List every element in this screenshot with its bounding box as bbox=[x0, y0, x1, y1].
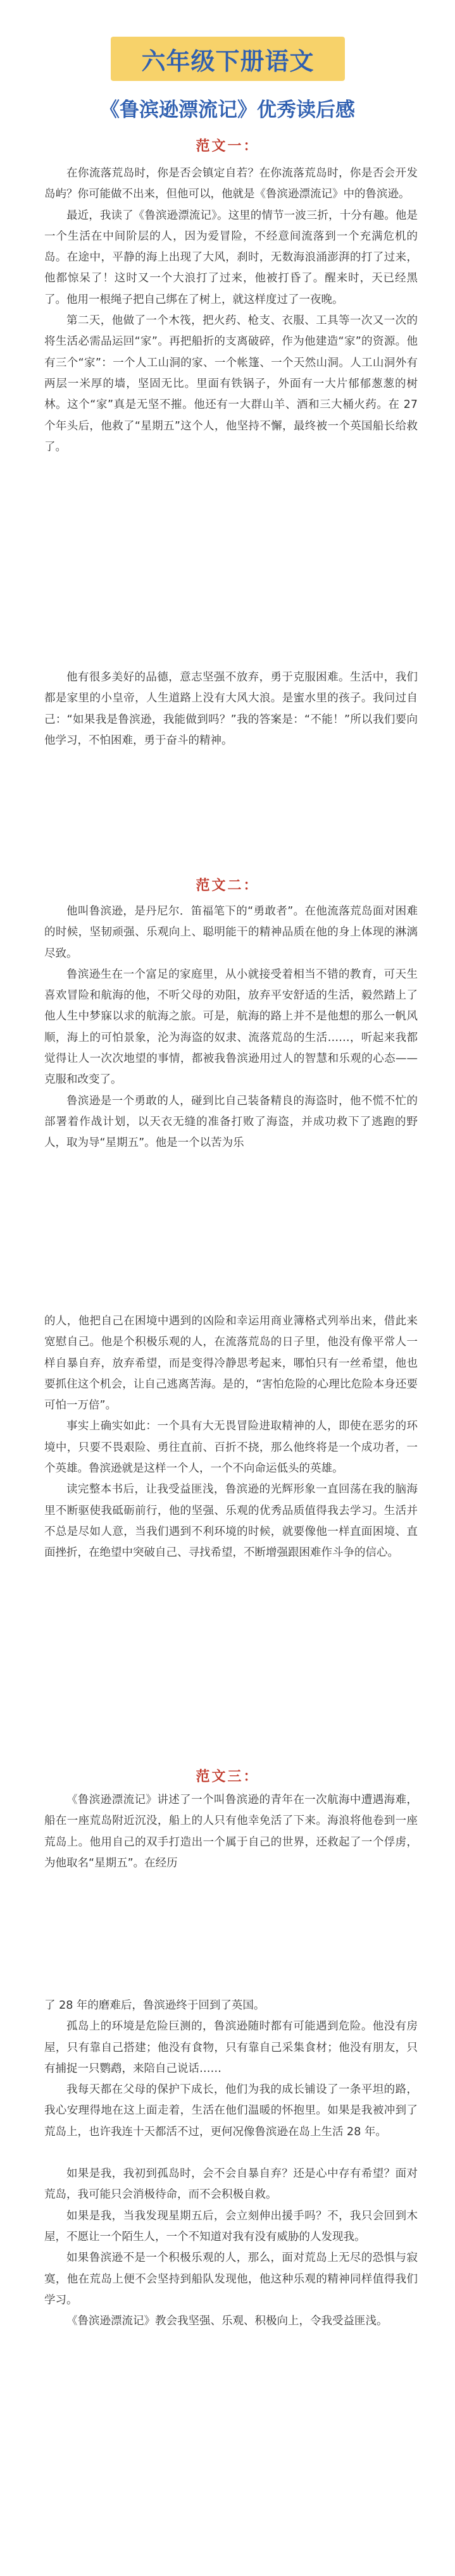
paragraph: 最近，我读了《鲁滨逊漂流记》。这里的情节一波三折，十分有趣。他是一个生活在中间阶层的人，因为爱冒险，不经意间流落到一个充满危机的岛。在途中，平静的海上出现了大风，刹时，无数海浪涌澎湃的打了过来，他都惊呆了！这时又一个大浪打了过来，他被打昏了。醒来时，天已经黑了。他用一根绳子把自己绑在了树上，就这样度过了一夜晚。 bbox=[44, 209, 418, 306]
section-1-part-1 bbox=[44, 163, 418, 458]
paragraph: 在你流落荒岛时，你是否会镇定自若？在你流落荒岛时，你是否会开发岛屿？你可能做不出来，但他可以，他就是《鲁滨逊漂流记》中的鲁滨逊。 bbox=[44, 167, 418, 201]
section-3-part-1 bbox=[44, 1790, 418, 1874]
paragraph: 我每天都在父母的保护下成长，他们为我的成长铺设了一条平坦的路，我心安理得地在这上面走着，生活在他们温暖的怀抱里。如果是我被冲到了荒岛上，也许我连十天都活不过，更何况像鲁滨逊在岛上生活 28 年。 bbox=[44, 2083, 418, 2138]
paragraph: 如果鲁滨逊不是一个积极乐观的人，那么，面对荒岛上无尽的恐惧与寂寞，他在荒岛上便不会坚持到船队发现他，他这种乐观的精神同样值得我们学习。 bbox=[44, 2252, 418, 2307]
paragraph: 如果是我，当我发现星期五后，会立刻伸出援手吗？不，我只会回到木屋，不愿让一个陌生人，一个不知道对我有没有威胁的人发现我。 bbox=[44, 2209, 418, 2243]
section-heading-2: 范文二： bbox=[196, 877, 259, 894]
paragraph: 孤岛上的环境是危险巨测的，鲁滨逊随时都有可能遇到危险。他没有房屋，只有靠自己搭建；他没有食物，只有靠自己采集食材；他没有朋友，只有捕捉一只鹦鹉，来陪自己说话…… bbox=[44, 2020, 418, 2075]
section-3-part-2 bbox=[44, 1995, 418, 2332]
paragraph: 鲁滨逊是一个勇敢的人，碰到比自己装备精良的海盗时，他不慌不忙的部署着作战计划，以天衣无缝的准备打败了海盗，并成功救下了逃跑的野人，取为导“星期五”。他是一个以苦为乐 bbox=[44, 1094, 418, 1150]
paragraph: 他有很多美好的品德，意志坚强不放弃，勇于克服困难。生活中，我们都是家里的小皇帝，人生道路上没有大风大浪。是蜜水里的孩子。我问过自己：“如果我是鲁滨逊，我能做到吗？”我的答案是：“不能！”所以我们要向他学习，不怕困难，勇于奋斗的精神。 bbox=[44, 671, 418, 747]
paragraph: 《鲁滨逊漂流记》讲述了一个叫鲁滨逊的青年在一次航海中遭遇海难，船在一座荒岛附近沉没，船上的人只有他幸免活了下来。海浪将他卷到一座荒岛上。他用自己的双手打造出一个属于自己的世界，还救起了一个俘虏，为他取名“星期五”。在经历 bbox=[44, 1794, 418, 1870]
paragraph: 读完整本书后，让我受益匪浅，鲁滨逊的光辉形象一直回荡在我的脑海里不断驱使我砥砺前行，他的坚强、乐观的优秀品质值得我去学习。生活并不总是尽如人意，当我们遇到不利环境的时候，就要像他一样直面困境、直面挫折，在绝望中突破自己、寻找希望，不断增强跟困难作斗争的信心。 bbox=[44, 1483, 418, 1560]
spacer bbox=[44, 2143, 418, 2164]
section-heading-3: 范文三： bbox=[196, 1768, 259, 1785]
paragraph: 鲁滨逊生在一个富足的家庭里，从小就接受着相当不错的教育，可天生喜欢冒险和航海的他，不听父母的劝阻，放弃平安舒适的生活，毅然踏上了他人生中梦寐以求的航海之旅。可是，航海的路上并不是他想的那么一帆风顺，海上的可怕景象，沦为海盗的奴隶、流落荒岛的生活……，听起来我都觉得让人一次次地望的事情，都被我鲁滨逊用过人的智慧和乐观的心态——克服和改变了。 bbox=[44, 968, 418, 1087]
paragraph: 如果是我，我初到孤岛时，会不会自暴自弃？还是心中存有希望？面对荒岛，我可能只会消极待命，而不会积极自救。 bbox=[44, 2167, 418, 2202]
paragraph: 《鲁滨逊漂流记》教会我坚强、乐观、积极向上，令我受益匪浅。 bbox=[66, 2315, 388, 2328]
section-1-part-2 bbox=[44, 667, 418, 751]
section-2-part-1 bbox=[44, 901, 418, 1154]
page-subtitle: 《鲁滨逊漂流记》优秀读后感 bbox=[100, 99, 355, 121]
paragraph: 了 28 年的磨难后，鲁滨逊终于回到了英国。 bbox=[44, 1999, 265, 2012]
paragraph: 的人，他把自己在困境中遇到的凶险和幸运用商业簿格式列举出来，借此来宽慰自己。他是个积极乐观的人，在流落荒岛的日子里，他没有像平常人一样自暴自弃，放弃希望，而是变得冷静思考起来，哪怕只有一丝希望，他也要抓住这个机会，让自己逃离苦海。是的，“害怕危险的心理比危险本身还要可怕一万倍”。 bbox=[44, 1315, 418, 1412]
page-title: 六年级下册语文 bbox=[141, 47, 315, 75]
title-banner bbox=[111, 37, 345, 81]
paragraph: 他叫鲁滨逊，是丹尼尔．笛福笔下的“勇敢者”。在他流落荒岛面对困难的时候，坚韧顽强、乐观向上、聪明能干的精神品质在他的身上体现的淋漓尽致。 bbox=[44, 905, 418, 960]
paragraph: 事实上确实如此：一个具有大无畏冒险进取精神的人，即使在恶劣的环境中，只要不畏艰险、勇往直前、百折不挠，那么他终将是一个成功者，一个英雄。鲁滨逊就是这样一个人，一个不向命运低头的英雄。 bbox=[44, 1420, 418, 1476]
section-2-part-2 bbox=[44, 1311, 418, 1564]
section-heading-1: 范文一： bbox=[196, 138, 259, 154]
paragraph: 第二天，他做了一个木筏，把火药、枪支、衣服、工具等一次又一次的将生活必需品运回“家”。再把船折的支离破碎，作为他建造“家”的资源。他有三个“家”：一个人工山洞的家、一个帐篷、一个天然山洞。人工山洞外有两层一米厚的墙，坚固无比。里面有铁锅子，外面有一大片郁郁葱葱的树林。这个“家”真是无坚不摧。他还有一大群山羊、酒和三大桶火药。在 27 个年头后，他救了“星期五”这个人，他坚持不懈，最终被一个英国船长给救了。 bbox=[44, 314, 418, 453]
